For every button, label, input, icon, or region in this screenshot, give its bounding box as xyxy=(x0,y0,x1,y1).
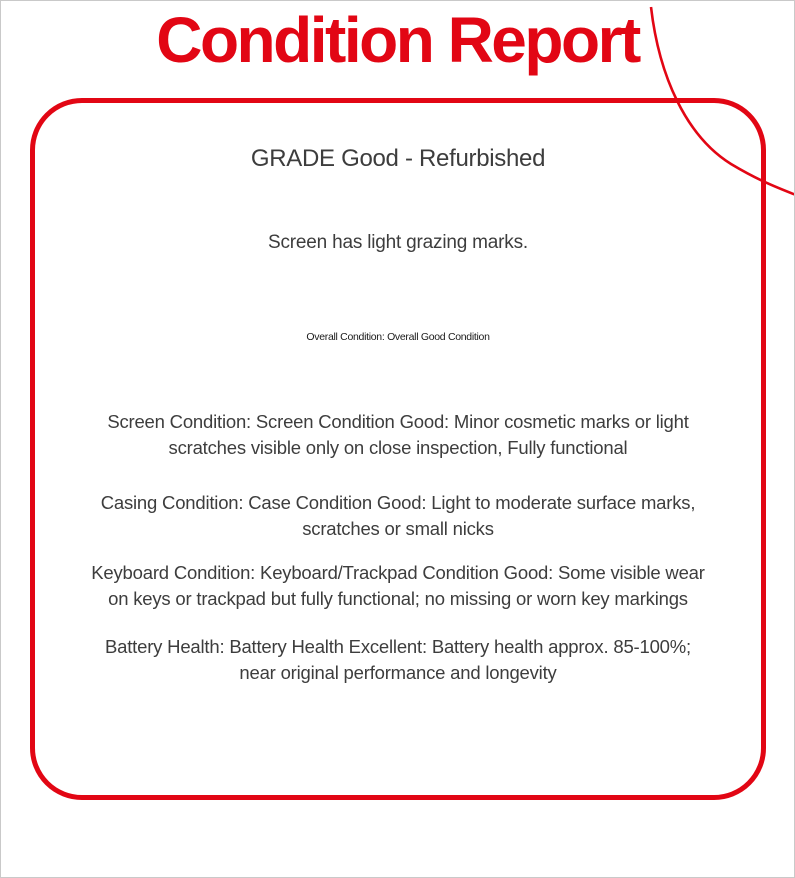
condition-line: Battery Health: Battery Health Excellent: Battery health approx. 85-100%; xyxy=(105,636,691,657)
condition-line: scratches or small nicks xyxy=(302,518,494,539)
grade-heading: GRADE Good - Refurbished xyxy=(250,145,546,172)
condition-line: Keyboard Condition: Keyboard/Trackpad Condition Good: Some visible wear xyxy=(91,562,705,583)
condition-line: Screen Condition: Screen Condition Good: Minor cosmetic marks or light xyxy=(107,411,689,432)
condition-section-casing xyxy=(45,490,751,542)
overall-condition-line: Overall Condition: Overall Good Condition xyxy=(306,331,490,343)
condition-line: on keys or trackpad but fully functional; no missing or worn key markings xyxy=(108,588,688,609)
condition-sections xyxy=(45,409,751,686)
condition-line: near original performance and longevity xyxy=(239,662,557,683)
page-title: Condition Report xyxy=(156,4,639,76)
condition-section-screen xyxy=(45,409,751,461)
condition-line: scratches visible only on close inspection, Fully functional xyxy=(168,437,628,458)
condition-note: Screen has light grazing marks. xyxy=(268,232,528,253)
report-card xyxy=(30,98,766,800)
condition-section-battery xyxy=(45,634,751,686)
condition-line: Casing Condition: Case Condition Good: Light to moderate surface marks, xyxy=(100,492,696,513)
condition-section-keyboard xyxy=(45,560,751,612)
